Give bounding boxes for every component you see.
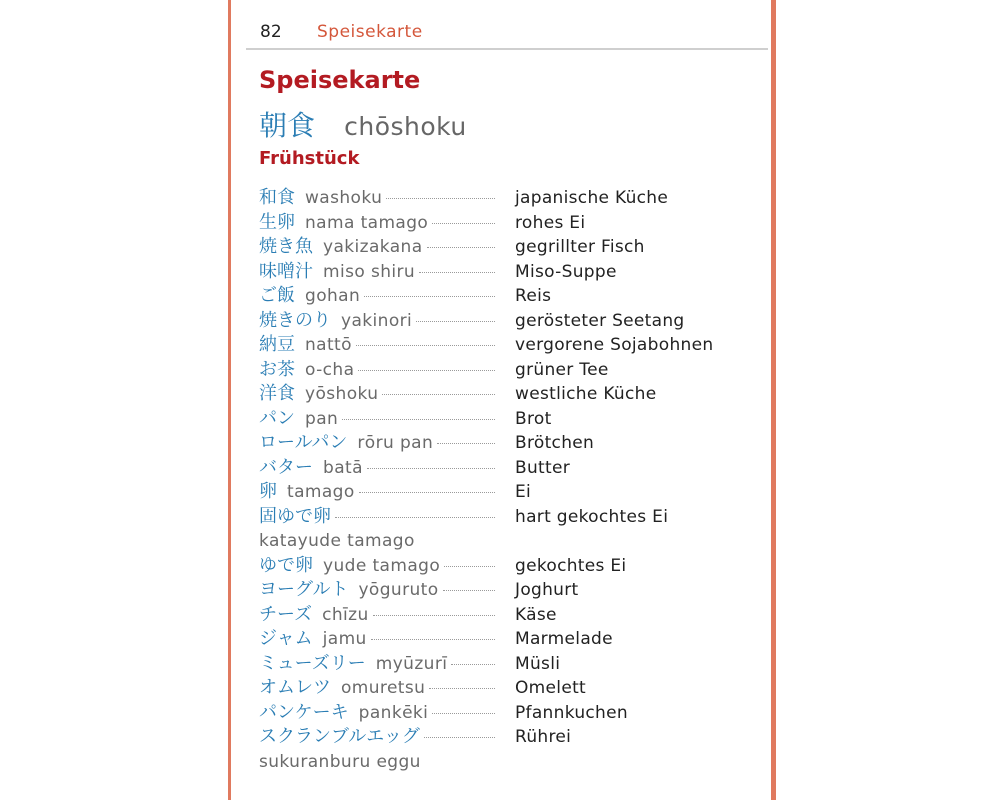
entry-german: rohes Ei xyxy=(515,212,586,233)
dotted-leader xyxy=(443,590,495,591)
entry-romaji: pan xyxy=(305,408,339,429)
entry-romaji: miso shiru xyxy=(323,261,416,282)
entry-german: Ei xyxy=(515,482,532,502)
entry-german: Müsli xyxy=(515,653,561,674)
running-title: Speisekarte xyxy=(317,22,423,42)
entry-japanese: 卵 xyxy=(259,481,277,502)
entry-romaji: nattō xyxy=(305,335,352,355)
entry-japanese: パン xyxy=(259,407,295,429)
entry-japanese: 納豆 xyxy=(259,334,295,355)
entry-term xyxy=(259,333,495,358)
vocab-entry xyxy=(259,358,759,383)
entry-term xyxy=(259,652,495,677)
dotted-leader xyxy=(364,296,495,297)
subheading-romaji: chōshoku xyxy=(344,112,467,141)
entry-romaji: nama tamago xyxy=(305,212,429,233)
section-title: Speisekarte xyxy=(259,66,421,94)
category-heading: Frühstück xyxy=(259,148,360,169)
entry-term xyxy=(259,578,495,603)
page-header xyxy=(246,20,768,50)
vocab-entry xyxy=(259,260,759,285)
entry-term xyxy=(259,725,495,750)
entry-romaji: batā xyxy=(323,457,363,478)
vocab-entry xyxy=(259,627,759,652)
entry-japanese: チーズ xyxy=(259,603,313,625)
entry-japanese: スクランブルエッグ xyxy=(259,726,420,747)
entry-term xyxy=(259,701,495,726)
dotted-leader xyxy=(335,517,495,518)
entry-german: japanische Küche xyxy=(515,188,669,208)
vocab-entry xyxy=(259,480,759,505)
entry-german: Butter xyxy=(515,457,571,478)
vocab-entry xyxy=(259,407,759,432)
entry-japanese: ジャム xyxy=(259,628,313,649)
entry-japanese: ヨーグルト xyxy=(259,579,349,600)
entry-term xyxy=(259,186,495,211)
dotted-leader xyxy=(367,468,495,469)
entry-romaji: gohan xyxy=(305,286,361,306)
subheading-japanese: 朝食 xyxy=(259,109,316,142)
entry-romaji: rōru pan xyxy=(357,433,434,453)
vocab-entry xyxy=(259,554,759,579)
vocab-entry xyxy=(259,431,759,456)
entry-german: hart gekochtes Ei xyxy=(515,506,669,527)
entry-term xyxy=(259,676,495,701)
entry-romaji: yude tamago xyxy=(323,555,441,576)
vocab-entry xyxy=(259,284,759,309)
entry-japanese: お茶 xyxy=(259,358,295,380)
entry-japanese: 味噌汁 xyxy=(259,260,313,282)
entry-german: Rührei xyxy=(515,727,572,747)
entry-romaji: yakinori xyxy=(341,310,413,331)
entry-german: grüner Tee xyxy=(515,359,609,380)
entry-german: Reis xyxy=(515,286,552,306)
entry-german: Brötchen xyxy=(515,433,595,453)
vocab-entry xyxy=(259,186,759,211)
dotted-leader xyxy=(373,615,495,616)
entry-german: Pfannkuchen xyxy=(515,702,628,723)
entry-japanese: バター xyxy=(259,456,313,478)
dotted-leader xyxy=(386,198,495,199)
entry-romaji: omuretsu xyxy=(341,678,426,698)
entry-term xyxy=(259,456,495,481)
dotted-leader xyxy=(432,223,495,224)
entry-german: gegrillter Fisch xyxy=(515,237,645,257)
dotted-leader xyxy=(444,566,495,567)
entry-japanese: ご飯 xyxy=(259,285,295,306)
entry-romaji: tamago xyxy=(287,482,355,502)
entry-romaji: yakizakana xyxy=(323,237,423,257)
entry-japanese: パンケーキ xyxy=(259,701,349,723)
entry-romaji: chīzu xyxy=(322,604,369,625)
entry-german: westliche Küche xyxy=(515,384,657,404)
entry-romaji: pankēki xyxy=(358,702,429,723)
entry-german: Joghurt xyxy=(515,580,579,600)
dotted-leader xyxy=(358,370,495,371)
entry-german: Omelett xyxy=(515,678,587,698)
entry-romaji: yōguruto xyxy=(358,580,439,600)
vocab-entry xyxy=(259,333,759,358)
entry-term xyxy=(259,603,495,628)
entry-japanese: 生卵 xyxy=(259,211,295,233)
entry-japanese: 固ゆで卵 xyxy=(259,505,331,527)
dotted-leader xyxy=(382,394,495,395)
entry-japanese: オムレツ xyxy=(259,677,331,698)
entry-japanese: 焼き魚 xyxy=(259,236,313,257)
entry-japanese: 洋食 xyxy=(259,383,295,404)
dotted-leader xyxy=(427,247,495,248)
entry-term xyxy=(259,235,495,260)
entry-german: gekochtes Ei xyxy=(515,555,627,576)
entry-term xyxy=(259,358,495,383)
dotted-leader xyxy=(416,321,495,322)
entry-japanese: ゆで卵 xyxy=(259,554,313,576)
entry-term xyxy=(259,480,495,505)
vocab-entry xyxy=(259,578,759,603)
entry-german: Brot xyxy=(515,408,552,429)
dotted-leader xyxy=(429,688,495,689)
page-number: 82 xyxy=(260,22,282,42)
entry-japanese: 和食 xyxy=(259,187,295,208)
entry-romaji: o-cha xyxy=(305,359,355,380)
dotted-leader xyxy=(356,345,495,346)
dotted-leader xyxy=(342,419,495,420)
dotted-leader xyxy=(359,492,495,493)
entry-term xyxy=(259,627,495,652)
dotted-leader xyxy=(424,737,495,738)
subheading xyxy=(259,104,467,144)
dotted-leader xyxy=(437,443,495,444)
entry-term xyxy=(259,554,495,579)
entry-term xyxy=(259,431,495,456)
entry-romaji: yōshoku xyxy=(305,384,379,404)
entry-romaji: katayude tamago xyxy=(259,531,415,551)
dotted-leader xyxy=(371,639,495,640)
entry-romaji: sukuranburu eggu xyxy=(259,751,421,772)
vocab-entry xyxy=(259,676,759,701)
dotted-leader xyxy=(432,713,495,714)
vocab-entry xyxy=(259,652,759,677)
entry-term xyxy=(259,309,495,334)
entry-term xyxy=(259,284,495,309)
entry-romaji: jamu xyxy=(322,629,367,649)
entry-term xyxy=(259,260,495,285)
entry-japanese: ミューズリー xyxy=(259,652,366,674)
entry-term xyxy=(259,382,495,407)
vocab-entry xyxy=(259,505,759,554)
vocab-entry xyxy=(259,725,759,774)
entry-japanese: ロールパン xyxy=(259,432,348,453)
vocab-entry xyxy=(259,235,759,260)
vocab-entry xyxy=(259,309,759,334)
vocab-entry xyxy=(259,701,759,726)
entry-german: vergorene Sojabohnen xyxy=(515,335,714,355)
vocabulary-list xyxy=(259,186,759,774)
vocab-entry xyxy=(259,211,759,236)
entry-term xyxy=(259,407,495,432)
entry-term xyxy=(259,505,495,530)
entry-romaji: washoku xyxy=(305,188,383,208)
dotted-leader xyxy=(419,272,495,273)
dotted-leader xyxy=(451,664,495,665)
entry-japanese: 焼きのり xyxy=(259,309,331,331)
entry-term xyxy=(259,211,495,236)
vocab-entry xyxy=(259,382,759,407)
entry-german: Miso-Suppe xyxy=(515,261,617,282)
vocab-entry xyxy=(259,603,759,628)
entry-german: Marmelade xyxy=(515,629,613,649)
vocab-entry xyxy=(259,456,759,481)
book-page xyxy=(228,0,776,800)
entry-romaji: myūzurī xyxy=(375,653,448,674)
entry-german: Käse xyxy=(515,604,557,625)
entry-german: gerösteter Seetang xyxy=(515,310,685,331)
